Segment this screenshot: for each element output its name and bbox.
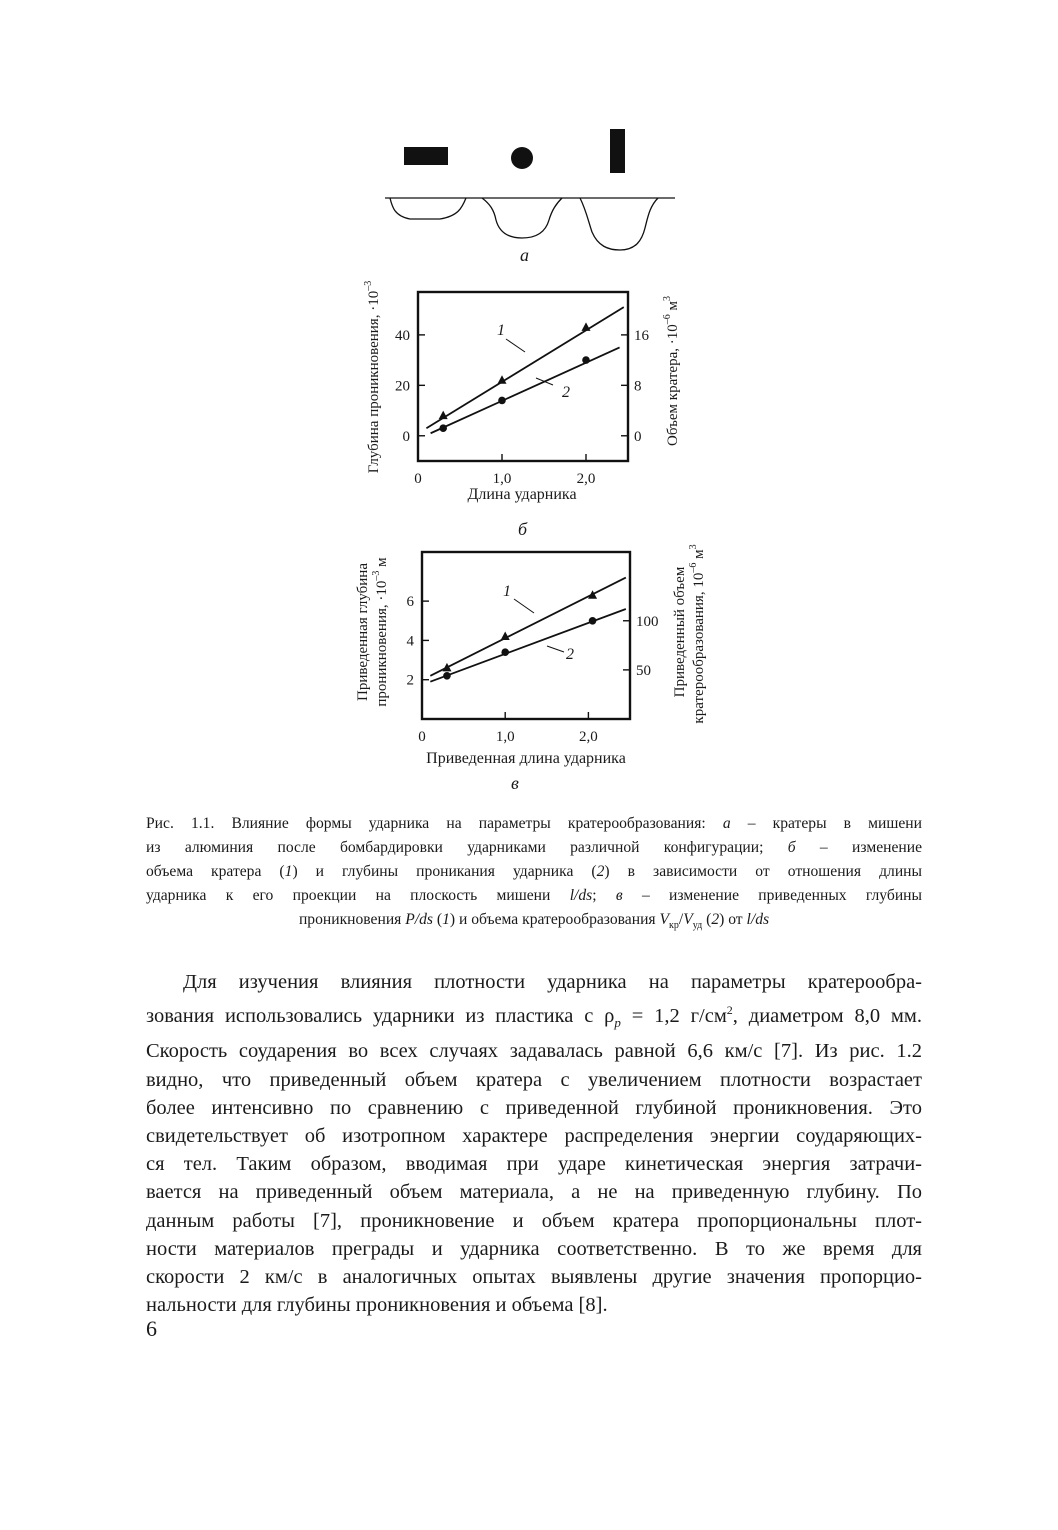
- impactor-rod: [610, 129, 625, 173]
- series-2-point: [439, 424, 447, 432]
- body-line: вается на приведенный объем материала, а не на приведенную глубину. По: [146, 1181, 922, 1204]
- chart-c-marks: [430, 578, 626, 682]
- body-line: более интенсивно по сравнению с приведенной глубиной проникновения. Это: [146, 1096, 922, 1119]
- caption-line: Рис. 1.1. Влияние формы ударника на параметры кратерообразования: а – кратеры в мишени: [146, 815, 922, 832]
- series-2-point: [501, 648, 509, 656]
- y-left-tick-label: 4: [406, 633, 414, 650]
- chart-c-ylabel-left: Приведенная глубина: [355, 563, 371, 701]
- crater-medium: [482, 198, 562, 238]
- figure-caption: [146, 812, 922, 938]
- panel-a-label: а: [520, 245, 529, 265]
- panel-c-label: в: [511, 773, 519, 793]
- chart-c-ylabel-right-2: кратерообразования, $10^{-6}$ $м^3$: [688, 544, 707, 724]
- chart-c-xlabel: Приведенная длина ударника: [426, 750, 626, 767]
- chart-panel-c: [345, 520, 720, 795]
- x-tick-label: 2,0: [576, 471, 596, 487]
- body-line: зования использовались ударники из пластика с $\rho_p = 1,2$ $г/см^2$, диаметром 8,0 мм.: [146, 1003, 922, 1031]
- crater-profiles: [385, 198, 675, 250]
- body-line: видно, что приведенный объем кратера с увеличением плотности возрастает: [146, 1068, 922, 1091]
- body-line: ся тел. Таким образом, вводимая при ударе кинетическая энергия затрачи-: [146, 1153, 922, 1176]
- caption-line: объема кратера (1) и глубины проникания ударника (2) в зависимости от отношения длины: [146, 863, 922, 880]
- chart-b-marks: [426, 307, 623, 433]
- x-tick-label: 0: [418, 729, 426, 745]
- series-2-point: [443, 672, 451, 680]
- y-left-tick-label: 2: [406, 672, 414, 689]
- chart-c-curve-label-1: 1: [503, 583, 511, 600]
- series-2-line: [431, 347, 620, 433]
- y-right-tick-label: 16: [634, 327, 649, 344]
- chart-c-label1-leader: [514, 599, 534, 613]
- series-2-point: [498, 397, 506, 405]
- chart-b-frame: [418, 292, 628, 461]
- series-1-point: [439, 411, 448, 420]
- series-2-point: [582, 356, 590, 364]
- y-right-tick-label: 100: [636, 613, 659, 630]
- series-2-line: [430, 609, 626, 682]
- body-line: нальности для глубины проникновения и объема [8].: [146, 1294, 608, 1317]
- y-left-tick-label: 40: [395, 327, 410, 344]
- x-tick-label: 2,0: [579, 729, 598, 745]
- y-left-tick-label: 20: [395, 378, 410, 395]
- caption-line: проникновения P/ds (1) и объема кратерообразования $V_{кр}/V_{уд}$ (2) от l/ds: [298, 911, 770, 932]
- chart-c-label2-leader: [547, 646, 564, 652]
- y-right-tick-label: 8: [634, 378, 642, 395]
- chart-c-frame: [422, 552, 630, 719]
- series-1-point: [582, 322, 591, 330]
- chart-b-curve-label-1: 1: [497, 322, 505, 339]
- chart-b-curve-label-2: 2: [562, 384, 570, 401]
- body-line: скорости 2 км/с в аналогичных опытах выявлены другие значения пропорцио-: [146, 1265, 922, 1288]
- body-line: Для изучения влияния плотности ударника на параметры кратерообра-: [183, 971, 922, 993]
- y-left-tick-label: 6: [406, 594, 414, 611]
- chart-b-xlabel: Длина ударника: [467, 486, 577, 503]
- page-number: 6: [146, 1316, 157, 1341]
- chart-c-ylabel-left-2: проникновения, $\cdot 10^{-3}$ м: [371, 557, 390, 707]
- x-tick-label: 0: [414, 471, 422, 487]
- series-1-point: [442, 663, 451, 672]
- impactor-rectangle: [404, 147, 448, 165]
- chart-c-ylabel-right: Приведенный объем: [672, 566, 688, 698]
- crater-deep: [580, 198, 658, 250]
- caption-line: из алюминия после бомбардировки ударниками различной конфигурации; б – изменение: [146, 839, 922, 856]
- crater-shallow: [390, 198, 466, 219]
- impactor-sphere: [511, 147, 533, 169]
- body-line: ности материалов преграды и ударника соответственно. В то же время для: [146, 1237, 922, 1260]
- figure-panel-a: [380, 120, 680, 270]
- series-1-line: [430, 578, 626, 676]
- series-1-point: [588, 590, 597, 599]
- y-left-tick-label: 0: [402, 428, 410, 445]
- y-right-tick-label: 0: [634, 428, 642, 445]
- caption-line: ударника к его проекции на плоскость мишени l/ds; в – изменение приведенных глубины: [146, 887, 922, 904]
- chart-b-ylabel-right: Объем кратера, $\cdot 10^{-6}$ $м^3$: [662, 296, 681, 446]
- panel-b-label: б: [518, 519, 528, 539]
- x-tick-label: 1,0: [495, 729, 515, 745]
- y-right-tick-label: 50: [636, 662, 651, 679]
- body-line: данным работы [7], проникновение и объем кратера пропорциональны плот-: [146, 1209, 922, 1232]
- x-tick-label: 1,0: [492, 471, 512, 487]
- series-1-line: [426, 307, 623, 428]
- body-paragraph: [146, 968, 922, 1319]
- body-line: Скорость соударения во всех случаях задавалась равной 6,6 км/с [7]. Из рис. 1.2: [146, 1040, 922, 1063]
- chart-panel-b: [355, 265, 695, 540]
- body-line: свидетельствует об изотропном характере распределения энергии соударяющих-: [146, 1124, 922, 1147]
- series-2-point: [589, 617, 597, 625]
- chart-c-curve-label-2: 2: [566, 646, 574, 663]
- chart-b-label1-leader: [506, 339, 525, 352]
- chart-b-ylabel-left: Глубина проникновения, $\cdot 10^{-3}$: [363, 280, 382, 474]
